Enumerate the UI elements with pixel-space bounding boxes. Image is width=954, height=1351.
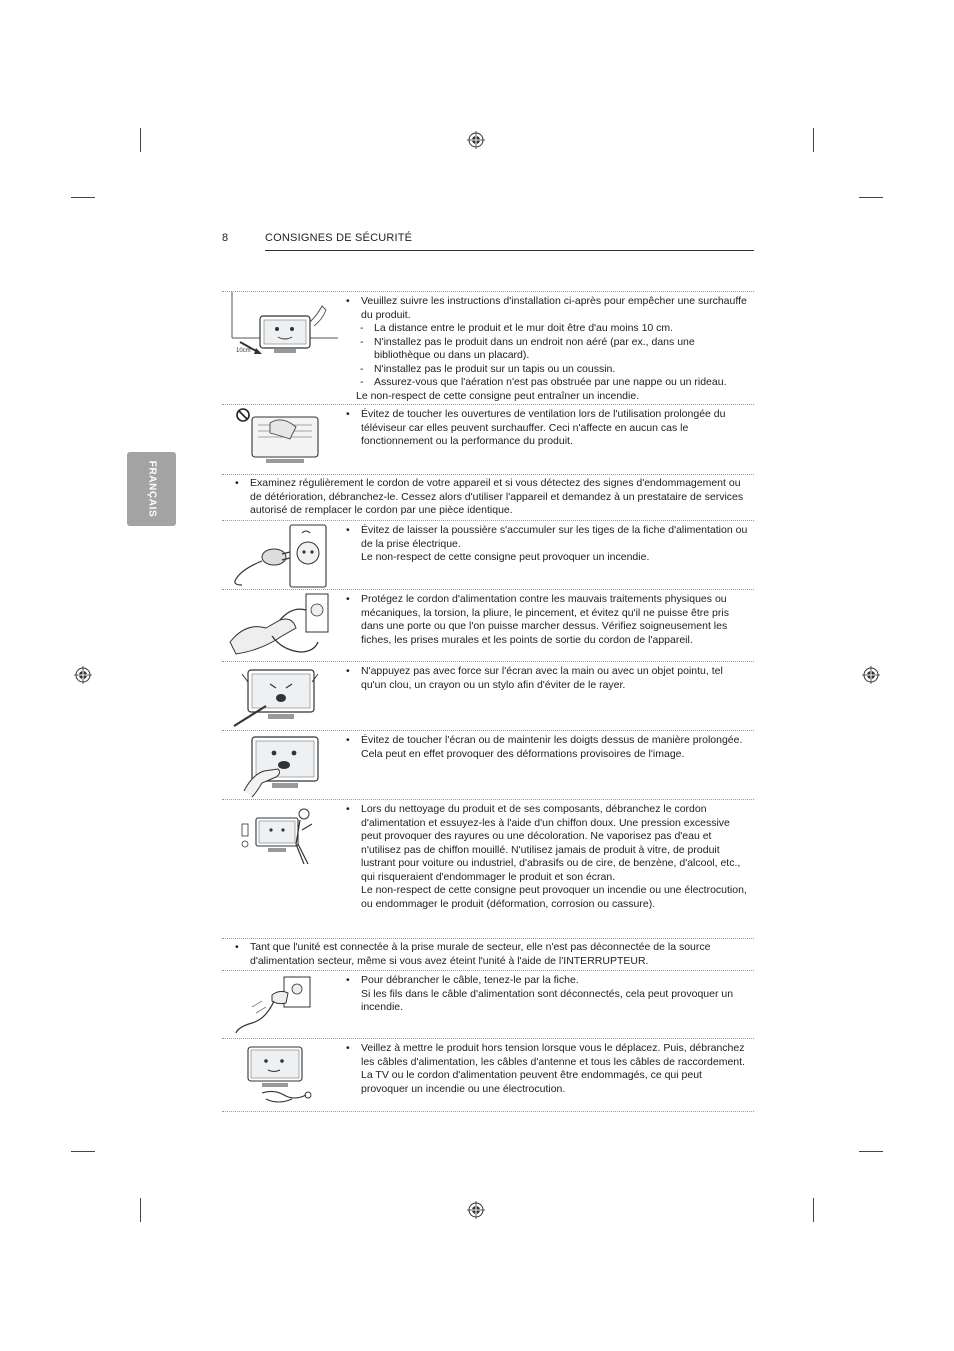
illustration-cord-protection [222,590,340,665]
header-rule [265,250,754,251]
instruction-row [222,1038,754,1112]
illustration-screen-pressure [222,662,340,735]
crop-mark [71,197,95,198]
illustration-finger-on-screen [222,731,340,804]
instruction-sub: - La distance entre le produit et le mur doit être d'au moins 10 cm. [360,322,674,334]
instruction-note: Le non-respect de cette consigne peut entraîner un incendie. [356,389,640,402]
illustration-moving-tv [222,1039,340,1112]
instruction-bullet: • Lors du nettoyage du produit et de ses composants, débranchez le cordon d'alimentation et essuyez-les à l'aide d'un chiffon doux. Une pression excessive peut provoquer des rayures ou une décoloration. Ne vaporisez pas d'eau et n'utilisez pas de chiffon mouillé. N'utilisez jamais de produit à vitre, de produit lustrant pour voiture ou industriel, d'abrasifs ou de cire, de benzène, d'alcool, etc., qui risqueraient d'endommager le produit et son écran. Le non-respect de cette consigne peut provoquer un incendie ou une électrocution, ou endommager le produit (déformation, corrosion ou cassure). [346,803,747,910]
illustration-cleaning [222,800,340,875]
screen-pressure-icon [222,662,340,730]
registration-mark-icon [467,131,485,149]
section-title: CONSIGNES DE SÉCURITÉ [265,232,413,244]
moving-tv-icon [222,1039,340,1107]
instruction-row [222,474,754,520]
registration-mark-icon [467,1201,485,1219]
instruction-row [222,730,754,799]
crop-mark [859,197,883,198]
instruction-bullet: • Veillez à mettre le produit hors tension lorsque vous le déplacez. Puis, débranchez les câbles d'alimentation, les câbles d'antenne et tous les câbles de raccordement. La TV ou le cordon d'alimentation peuvent être endommagés, ce qui peut provoquer un incendie ou une électrocution. [346,1042,745,1095]
instruction-sub: - N'installez pas le produit dans un endroit non aéré (par ex., dans une bibliothèque ou dans un placard). [360,335,695,361]
crop-mark [813,128,814,152]
instruction-sub: - Assurez-vous que l'aération n'est pas obstruée par une nappe ou un rideau. [360,376,727,388]
instruction-row [222,970,754,1038]
crop-mark [71,1151,95,1152]
instruction-row [222,938,754,970]
illustration-tv-wall-distance [222,292,340,369]
instruction-bullet: • Tant que l'unité est connectée à la prise murale de secteur, elle n'est pas déconnectée de la source d'alimentation secteur, même si vous avez éteint l'unité à l'aide de l'INTERRUPTEUR. [235,941,711,967]
safety-instructions [222,291,754,1112]
instruction-bullet: • Veuillez suivre les instructions d'installation ci-après pour empêcher une surchauffe du produit. [346,295,747,321]
instruction-row [222,589,754,661]
page-number: 8 [222,232,229,244]
crop-mark [813,1198,814,1222]
registration-mark-icon [862,666,880,684]
instruction-row [222,291,754,404]
instruction-bullet: • Évitez de toucher l'écran ou de maintenir les doigts dessus de manière prolongée. Cela peut en effet provoquer des déformations provisoires de l'image. [346,734,743,760]
ventilation-icon [222,405,340,473]
instruction-bullet: • Protégez le cordon d'alimentation contre les mauvais traitements physiques ou mécaniques, la torsion, la pliure, le pincement, et évitez qu'il ne puisse être pris dans une porte ou que l'on puisse marcher dessus. Vérifiez soigneusement les fiches, les prises murales et les points de sortie du cordon de l'appareil. [346,593,729,646]
dusty-plug-icon [222,521,340,589]
instruction-bullet: • Évitez de laisser la poussière s'accumuler sur les tiges de la fiche d'alimentation ou de la prise électrique. Le non-respect de cette consigne peut provoquer un incendie. [346,524,748,563]
cleaning-icon [222,800,340,870]
instruction-row [222,404,754,474]
instruction-bullet: • Pour débrancher le câble, tenez-le par la fiche. Si les fils dans le câble d'alimentation sont déconnectés, cela peut provoquer un incendie. [346,974,734,1013]
crop-mark [140,1198,141,1222]
illustration-dusty-plug [222,521,340,594]
registration-mark-icon [74,666,92,684]
unplug-by-plug-icon [222,971,340,1037]
language-tab-label: FRANÇAIS [146,460,157,518]
instruction-row [222,799,754,938]
page-header [222,232,754,250]
illustration-unplug-by-plug [222,971,340,1042]
instruction-bullet: • N'appuyez pas avec force sur l'écran avec la main ou avec un objet pointu, tel qu'un clou, un crayon ou un stylo afin d'éviter de le rayer. [346,665,723,691]
cord-protection-icon [222,590,340,660]
crop-mark [859,1151,883,1152]
instruction-row [222,520,754,589]
tv-wall-distance-icon [222,292,340,364]
instruction-row [222,661,754,730]
distance-label: 10cm [236,348,251,354]
illustration-ventilation [222,405,340,478]
language-tab [127,452,176,526]
instruction-sub: - N'installez pas le produit sur un tapis ou un coussin. [360,362,616,375]
finger-on-screen-icon [222,731,340,799]
instruction-bullet: • Évitez de toucher les ouvertures de ventilation lors de l'utilisation prolongée du téléviseur car elles peuvent surchauffer. Ceci n'affecte en aucun cas le fonctionnement ou la performance du produit. [346,408,726,447]
crop-mark [140,128,141,152]
instruction-bullet: • Examinez régulièrement le cordon de votre appareil et si vous détectez des signes d'endommagement ou de détérioration, débranchez-le. Cessez alors d'utiliser l'appareil et demandez à un prestataire de services autorisé de remplacer le cordon par une pièce identique. [235,477,744,516]
